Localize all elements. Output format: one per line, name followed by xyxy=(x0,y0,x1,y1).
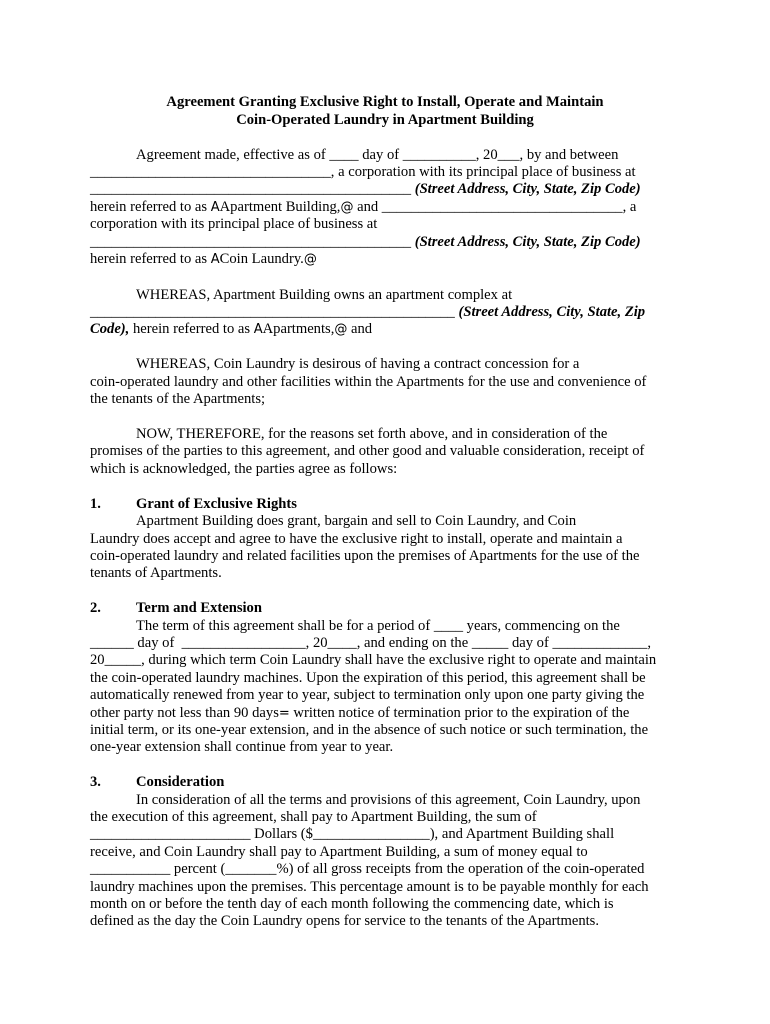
therefore-line: promises of the parties to this agreement, and other good and valuable consideration, receipt of xyxy=(90,443,645,459)
quote-symbol: = xyxy=(278,706,290,721)
section-line: laundry machines upon the premises. This percentage amount is to be payable monthly for each xyxy=(90,879,649,895)
section-heading: Consideration xyxy=(136,774,225,790)
document-title-line-2: Coin-Operated Laundry in Apartment Building xyxy=(236,112,534,128)
section-line: one-year extension shall continue from year to year. xyxy=(90,739,394,755)
text-run: herein referred to as xyxy=(90,199,211,215)
preamble-line: Agreement made, effective as of ____ day of __________, 20___, by and between xyxy=(136,147,619,163)
text-run: and xyxy=(347,321,373,337)
quote-symbol: A xyxy=(210,200,220,215)
preamble-line xyxy=(90,251,317,269)
address-hint: (Street Address, City, State, Zip xyxy=(454,304,646,320)
quote-symbol: @ xyxy=(334,322,348,337)
defined-term: Apartment Building, xyxy=(219,199,341,215)
whereas-line xyxy=(90,304,645,322)
section-line: ______________________ Dollars ($________________), and Apartment Building shall xyxy=(90,826,615,842)
section-line: The term of this agreement shall be for a period of ____ years, commencing on the xyxy=(136,618,620,634)
therefore-line: NOW, THEREFORE, for the reasons set forth above, and in consideration of the xyxy=(136,426,608,442)
section-line: In consideration of all the terms and provisions of this agreement, Coin Laundry, upon xyxy=(136,792,641,808)
address-hint: Code), xyxy=(90,321,130,337)
preamble-line: _________________________________, a corporation with its principal place of business at xyxy=(90,164,636,180)
section-line: ______ day of _________________, 20____, and ending on the _____ day of _____________, xyxy=(90,635,651,651)
section-line: the coin-operated laundry machines. Upon the expiration of this period, this agreement shall be xyxy=(90,670,646,686)
whereas-line: WHEREAS, Coin Laundry is desirous of having a contract concession for a xyxy=(136,356,580,372)
text-run: and _________________________________, a xyxy=(353,199,637,215)
section-line: 20_____, during which term Coin Laundry shall have the exclusive right to operate and maintain xyxy=(90,652,657,668)
preamble-line xyxy=(90,199,636,217)
section-line: Laundry does accept and agree to have the exclusive right to install, operate and maintain a xyxy=(90,531,623,547)
whereas-line xyxy=(90,321,372,339)
preamble-line xyxy=(90,234,641,252)
section-line xyxy=(90,705,629,723)
section-line: ___________ percent (_______%) of all gross receipts from the operation of the coin-operated xyxy=(90,861,645,877)
defined-term: Apartments, xyxy=(262,321,335,337)
section-line: automatically renewed from year to year, subject to termination only upon one party giving the xyxy=(90,687,645,703)
preamble-line xyxy=(90,181,641,199)
quote-symbol: A xyxy=(253,322,263,337)
text-run: herein referred to as xyxy=(129,321,254,337)
blank-line: ____________________________________________ xyxy=(90,181,412,197)
preamble-line: corporation with its principal place of business at xyxy=(90,216,378,232)
quote-symbol: @ xyxy=(340,200,354,215)
whereas-line: coin-operated laundry and other facilities within the Apartments for the use and convenience of xyxy=(90,374,647,390)
section-line: month on or before the tenth day of each month following the commencing date, which is xyxy=(90,896,614,912)
section-number: 2. xyxy=(90,600,101,616)
section-line: tenants of Apartments. xyxy=(90,565,222,581)
whereas-line: the tenants of the Apartments; xyxy=(90,391,266,407)
whereas-line: WHEREAS, Apartment Building owns an apartment complex at xyxy=(136,287,513,303)
section-line: defined as the day the Coin Laundry opens for service to the tenants of the Apartments. xyxy=(90,913,600,929)
address-hint: (Street Address, City, State, Zip Code) xyxy=(411,181,641,197)
address-hint: (Street Address, City, State, Zip Code) xyxy=(411,234,641,250)
document-title-line-1: Agreement Granting Exclusive Right to Install, Operate and Maintain xyxy=(166,94,604,110)
quote-symbol: A xyxy=(210,252,220,267)
text-run: herein referred to as xyxy=(90,251,211,267)
text-run: written notice of termination prior to the expiration of the xyxy=(289,705,630,721)
section-line: Apartment Building does grant, bargain and sell to Coin Laundry, and Coin xyxy=(136,513,577,529)
section-number: 1. xyxy=(90,496,101,512)
section-line: receive, and Coin Laundry shall pay to Apartment Building, a sum of money equal to xyxy=(90,844,588,860)
blank-line: ____________________________________________ xyxy=(90,234,412,250)
section-line: coin-operated laundry and related facilities upon the premises of Apartments for the use of the xyxy=(90,548,640,564)
section-heading: Grant of Exclusive Rights xyxy=(136,496,297,512)
blank-line: __________________________________________________ xyxy=(90,304,455,320)
text-run: other party not less than 90 days xyxy=(90,705,279,721)
defined-term: Coin Laundry. xyxy=(219,251,304,267)
section-line: the execution of this agreement, shall pay to Apartment Building, the sum of xyxy=(90,809,537,825)
quote-symbol: @ xyxy=(303,252,317,267)
section-line: initial term, or its one-year extension, and in the absence of such notice or such termination, the xyxy=(90,722,649,738)
section-number: 3. xyxy=(90,774,101,790)
section-heading: Term and Extension xyxy=(136,600,262,616)
therefore-line: which is acknowledged, the parties agree as follows: xyxy=(90,461,398,477)
